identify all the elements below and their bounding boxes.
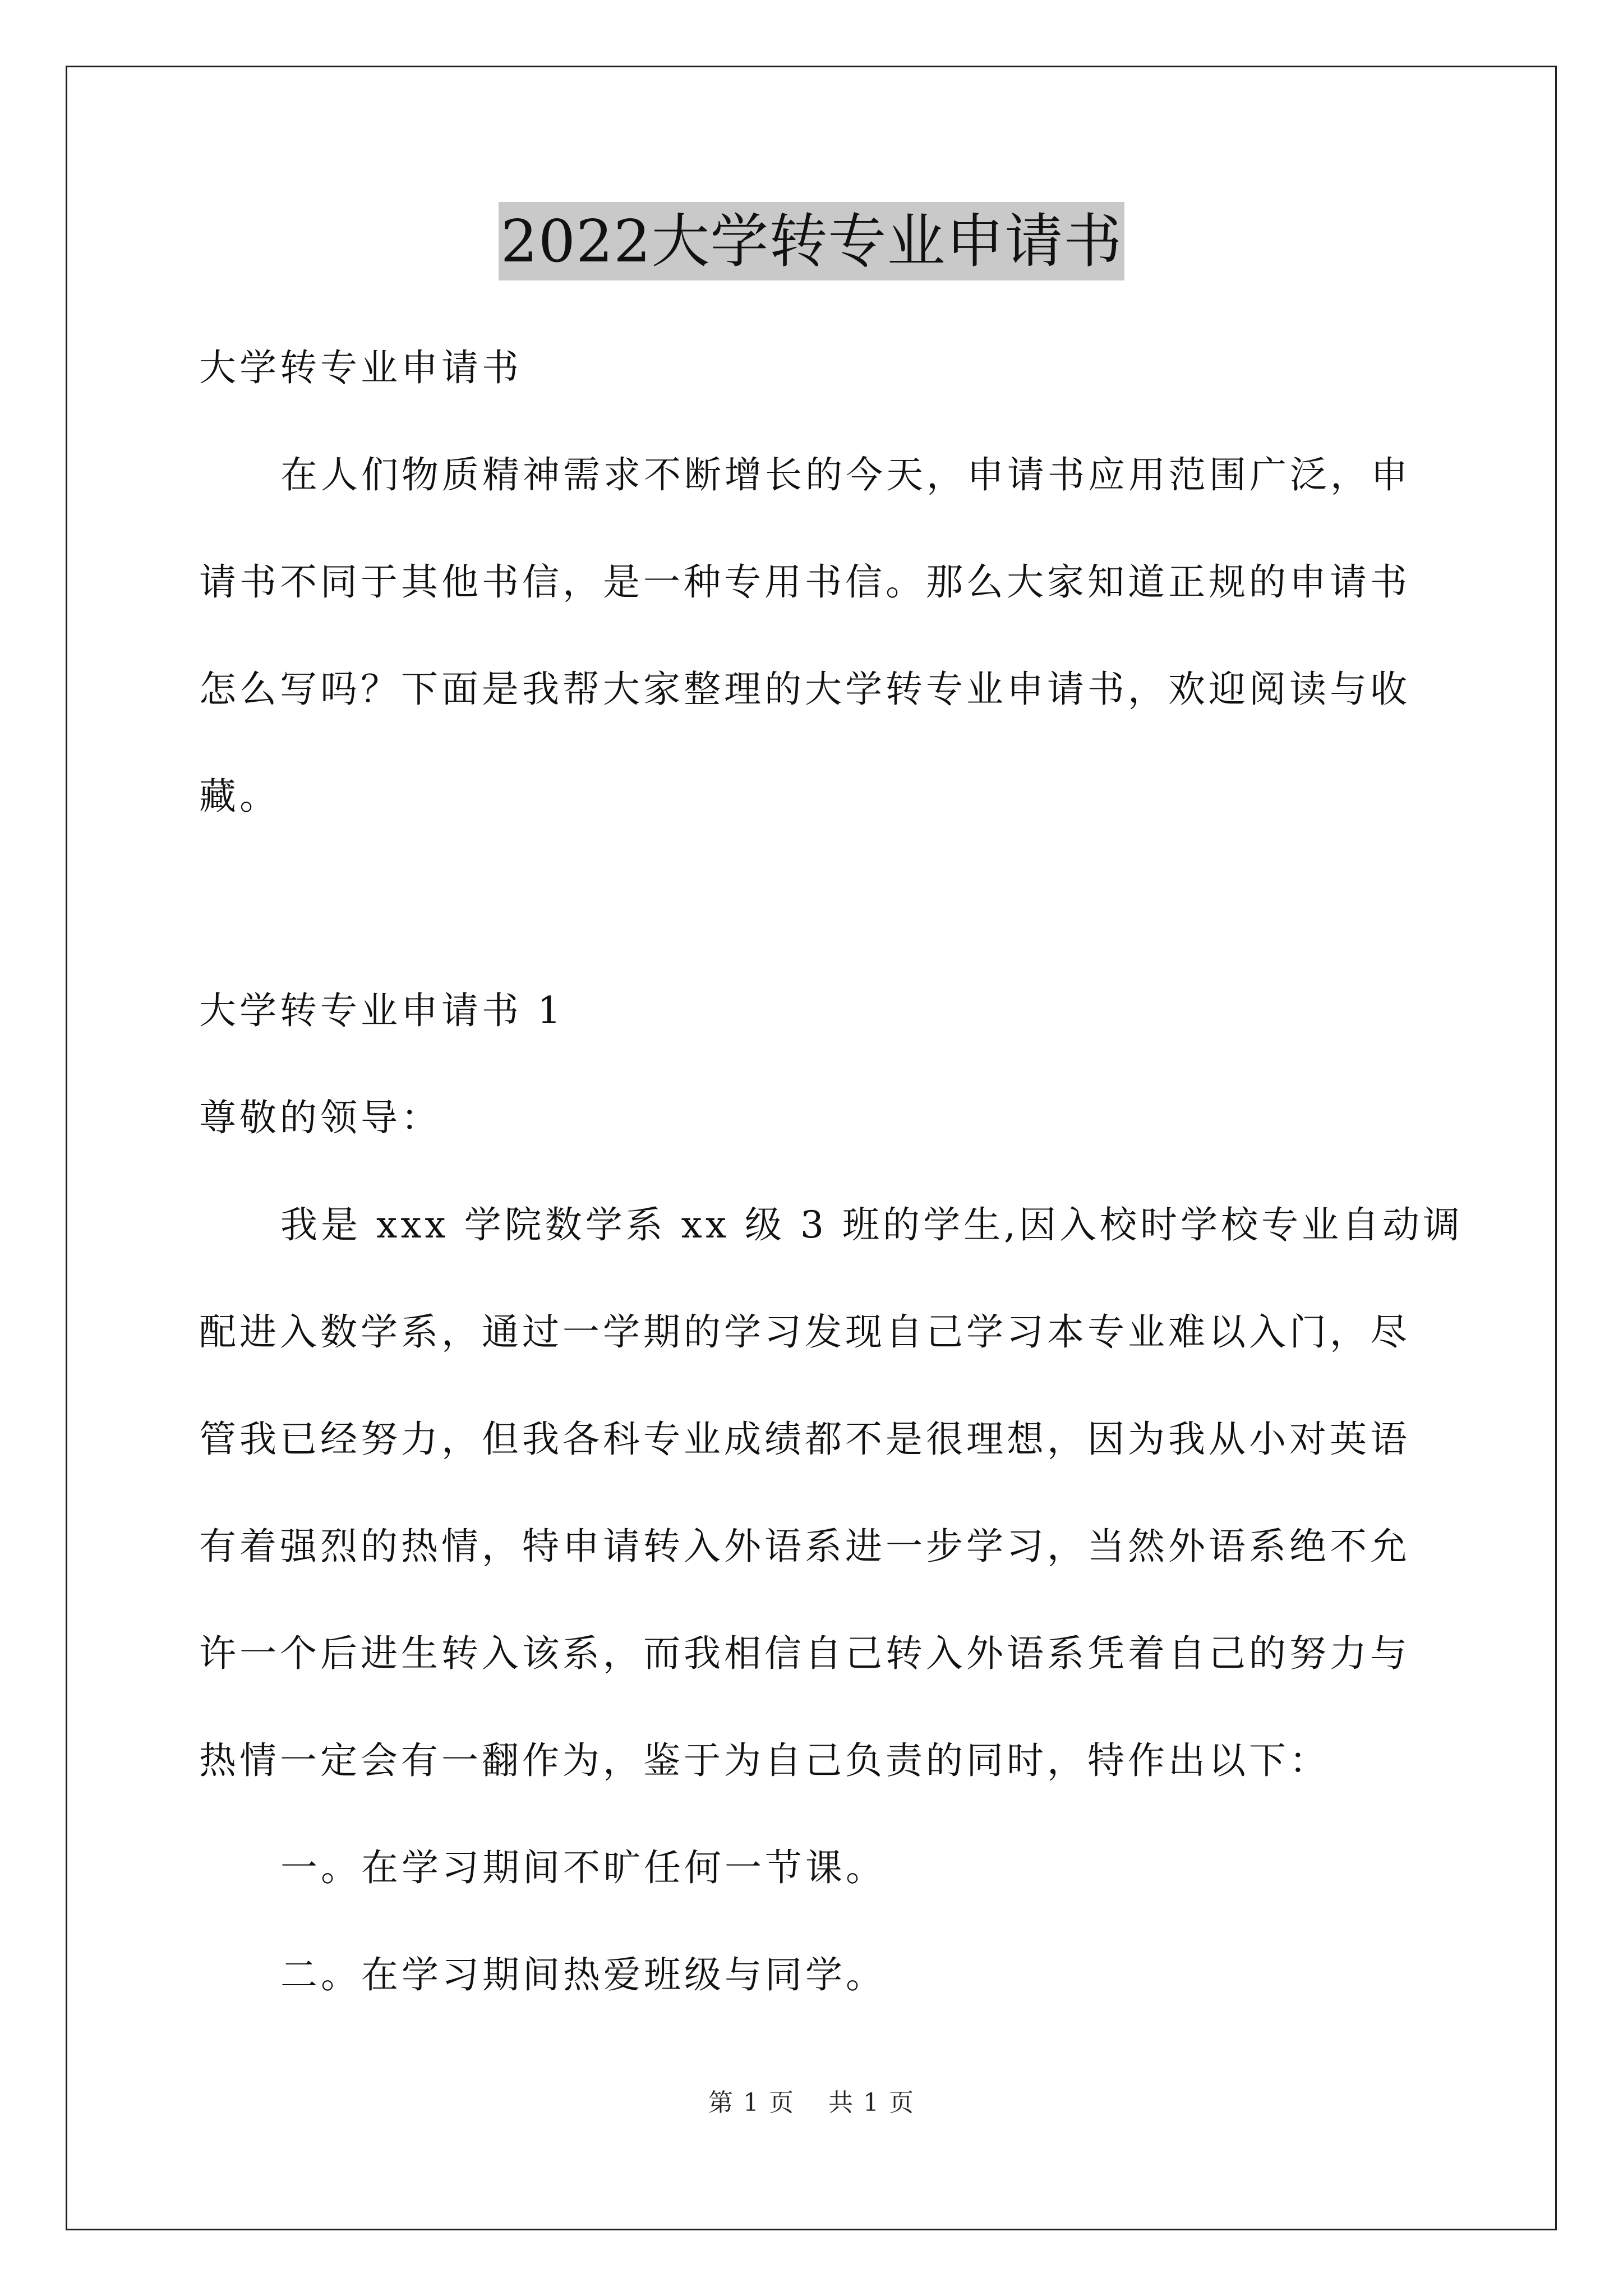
body-line-4: 有着强烈的热情，特申请转入外语系进一步学习，当然外语系绝不允 (199, 1525, 1410, 1568)
intro-line-2: 请书不同于其他书信，是一种专用书信。那么大家知道正规的申请书 (199, 560, 1410, 604)
blank-line (199, 850, 1433, 957)
body-line-3: 管我已经努力，但我各科专业成绩都不是很理想，因为我从小对英语 (199, 1418, 1410, 1461)
body-line-2: 配进入数学系，通过一学期的学习发现自己学习本专业难以入门，尽 (199, 1310, 1410, 1354)
document-subtitle: 大学转专业申请书 (199, 346, 522, 389)
page-footer (0, 2082, 1623, 2118)
list-item-2: 二。在学习期间热爱班级与同学。 (280, 1953, 886, 1996)
document-body (199, 314, 1463, 2028)
list-item-1: 一。在学习期间不旷任何一节课。 (280, 1846, 886, 1889)
intro-line-1: 在人们物质精神需求不断增长的今天，申请书应用范围广泛，申 (280, 453, 1411, 496)
document-title: 2022大学转专业申请书 (499, 202, 1125, 280)
page-number: 第 1 页 (708, 2088, 795, 2117)
body-line-6: 热情一定会有一翻作为，鉴于为自己负责的同时，特作出以下： (199, 1739, 1330, 1782)
body-line-5: 许一个后进生转入该系，而我相信自己转入外语系凭着自己的努力与 (199, 1632, 1410, 1675)
title-container (0, 202, 1623, 280)
salutation: 尊敬的领导： (199, 1096, 441, 1139)
intro-line-4: 藏。 (199, 775, 280, 818)
section-heading: 大学转专业申请书 1 (199, 989, 564, 1032)
body-line-1: 我是 xxx 学院数学系 xx 级 3 班的学生,因入校时学校专业自动调 (280, 1203, 1463, 1246)
page-total: 共 1 页 (828, 2088, 915, 2117)
intro-line-3: 怎么写吗？下面是我帮大家整理的大学转专业申请书，欢迎阅读与收 (199, 668, 1410, 711)
